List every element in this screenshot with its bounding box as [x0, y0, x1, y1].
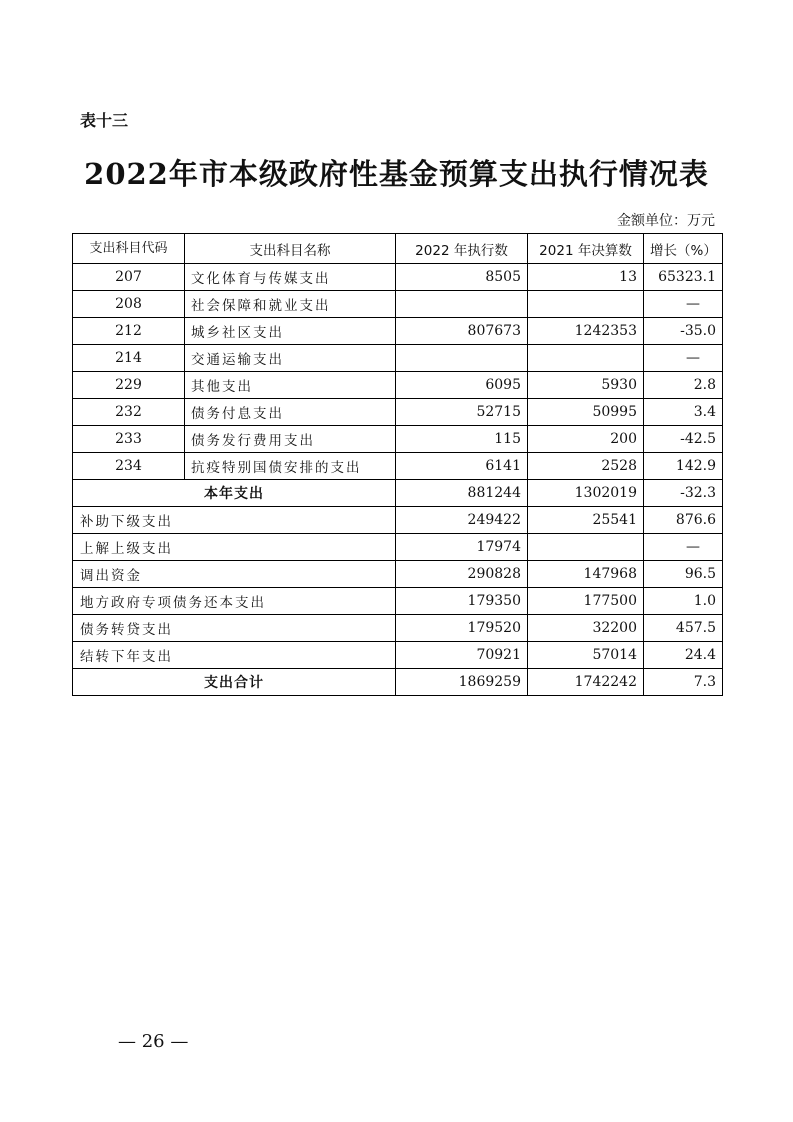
- row-2022: 115: [396, 426, 528, 453]
- row-2022: 52715: [396, 399, 528, 426]
- row-growth: 24.4: [644, 642, 723, 669]
- row-2021: [528, 345, 644, 372]
- table-row: [73, 615, 723, 642]
- table-row: [73, 264, 723, 291]
- row-growth: 876.6: [644, 507, 723, 534]
- table-row: [73, 372, 723, 399]
- row-2021: 57014: [528, 642, 644, 669]
- subtotal-row: [73, 480, 723, 507]
- table-row: [73, 534, 723, 561]
- row-growth: 142.9: [644, 453, 723, 480]
- row-2021: [528, 291, 644, 318]
- row-2022: 249422: [396, 507, 528, 534]
- row-2022: 70921: [396, 642, 528, 669]
- table-row: [73, 642, 723, 669]
- row-2021: 25541: [528, 507, 644, 534]
- row-2022: 6095: [396, 372, 528, 399]
- row-2021: 5930: [528, 372, 644, 399]
- row-2022: 179520: [396, 615, 528, 642]
- subtotal-label: 本年支出: [73, 480, 396, 507]
- table-row: [73, 561, 723, 588]
- col-header-2022: 2022 年执行数: [396, 234, 528, 264]
- row-code: 229: [73, 372, 185, 399]
- row-2022: 6141: [396, 453, 528, 480]
- row-code: 233: [73, 426, 185, 453]
- row-code: 212: [73, 318, 185, 345]
- row-code: 207: [73, 264, 185, 291]
- row-2022: 290828: [396, 561, 528, 588]
- grand-total-label: 支出合计: [73, 669, 396, 696]
- row-2021: 147968: [528, 561, 644, 588]
- table-row: [73, 453, 723, 480]
- grand-total-growth: 7.3: [644, 669, 723, 696]
- row-name: 补助下级支出: [73, 507, 396, 534]
- row-name: 债务付息支出: [185, 399, 396, 426]
- row-2022: 17974: [396, 534, 528, 561]
- row-name: 债务发行费用支出: [185, 426, 396, 453]
- row-2022: [396, 291, 528, 318]
- unit-note: 金额单位：万元: [617, 213, 715, 229]
- row-growth: 1.0: [644, 588, 723, 615]
- row-name: 债务转贷支出: [73, 615, 396, 642]
- table-row: [73, 399, 723, 426]
- row-2021: [528, 534, 644, 561]
- row-2021: 13: [528, 264, 644, 291]
- row-growth: 2.8: [644, 372, 723, 399]
- row-growth: —: [644, 534, 723, 561]
- row-name: 调出资金: [73, 561, 396, 588]
- row-2021: 177500: [528, 588, 644, 615]
- row-growth: —: [644, 291, 723, 318]
- row-name: 文化体育与传媒支出: [185, 264, 396, 291]
- row-code: 208: [73, 291, 185, 318]
- col-header-2021: 2021 年决算数: [528, 234, 644, 264]
- row-growth: 96.5: [644, 561, 723, 588]
- row-name: 交通运输支出: [185, 345, 396, 372]
- table-row: [73, 345, 723, 372]
- row-code: 214: [73, 345, 185, 372]
- row-2022: 179350: [396, 588, 528, 615]
- row-2021: 32200: [528, 615, 644, 642]
- table-row: [73, 426, 723, 453]
- grand-total-2021: 1742242: [528, 669, 644, 696]
- table-label: 表十三: [80, 111, 129, 130]
- row-2022: [396, 345, 528, 372]
- page-number: — 26 —: [118, 1031, 189, 1052]
- row-2022: 8505: [396, 264, 528, 291]
- row-growth: 65323.1: [644, 264, 723, 291]
- row-2022: 807673: [396, 318, 528, 345]
- row-2021: 1242353: [528, 318, 644, 345]
- row-code: 234: [73, 453, 185, 480]
- row-growth: 3.4: [644, 399, 723, 426]
- table-row: [73, 318, 723, 345]
- row-name: 结转下年支出: [73, 642, 396, 669]
- row-growth: -42.5: [644, 426, 723, 453]
- row-2021: 2528: [528, 453, 644, 480]
- row-growth: -35.0: [644, 318, 723, 345]
- grand-total-row: [73, 669, 723, 696]
- col-header-code: 支出科目代码: [73, 234, 185, 264]
- expenditure-table: [72, 233, 723, 696]
- row-name: 社会保障和就业支出: [185, 291, 396, 318]
- table-row: [73, 507, 723, 534]
- row-name: 其他支出: [185, 372, 396, 399]
- col-header-growth: 增长（%）: [644, 234, 723, 264]
- grand-total-2022: 1869259: [396, 669, 528, 696]
- subtotal-2021: 1302019: [528, 480, 644, 507]
- row-2021: 200: [528, 426, 644, 453]
- subtotal-growth: -32.3: [644, 480, 723, 507]
- row-name: 抗疫特别国债安排的支出: [185, 453, 396, 480]
- row-name: 地方政府专项债务还本支出: [73, 588, 396, 615]
- table-header-row: [73, 234, 723, 264]
- row-name: 城乡社区支出: [185, 318, 396, 345]
- row-code: 232: [73, 399, 185, 426]
- table-row: [73, 588, 723, 615]
- page-title: 2022年市本级政府性基金预算支出执行情况表: [84, 157, 709, 191]
- row-name: 上解上级支出: [73, 534, 396, 561]
- subtotal-2022: 881244: [396, 480, 528, 507]
- table-row: [73, 291, 723, 318]
- col-header-name: 支出科目名称: [185, 234, 396, 264]
- row-growth: —: [644, 345, 723, 372]
- row-2021: 50995: [528, 399, 644, 426]
- row-growth: 457.5: [644, 615, 723, 642]
